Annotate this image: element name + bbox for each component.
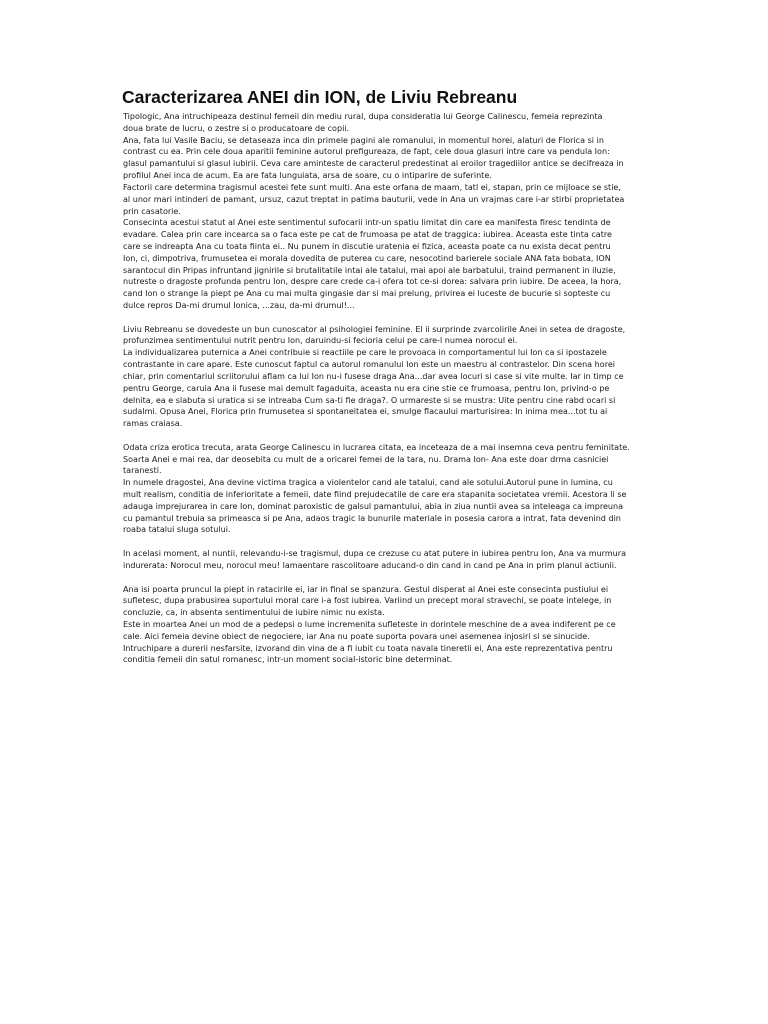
text-line: Soarta Anei e mai rea, dar deosebita cu mult de a oricarei femei de la tara, nu. Drama Ion- Ana este doar drma casniciei (123, 454, 609, 464)
text-line: concluzie, ca, in absenta sentimentului de iubire nimic nu exista. (123, 608, 385, 618)
paragraph (123, 111, 663, 312)
paragraph (123, 548, 663, 572)
text-line: conditia femeii din satul romanesc, intr-un moment social-istoric bine determinat. (123, 655, 453, 665)
text-line: Intruchipare a durerii nesfarsite, izvorand din vina de a fi iubit cu toata navala tineretii ei, Ana este reprezentativa pentru (123, 643, 613, 653)
text-line: pentru George, caruia Ana ii fusese mai demult fagaduita, aceasta nu era cine stie ce frumoasa, pentru Ion, privind-o pe (123, 383, 610, 393)
text-line: mult realism, conditia de inferioritate a femeii, date fiind prejudecatile de care era stapanita societatea vremii. Acestora li se (123, 490, 627, 499)
text-line: Factorii care determina tragismul acestei fete sunt multi. Ana este orfana de maam, tatl ei, stapan, prin ce mijloace se stie, (123, 182, 621, 192)
text-line: Este in moartea Anei un mod de a pedepsi o lume incremenita sufleteste in dorintele meschine de a avea indiferent pe ce (123, 619, 616, 629)
text-line: nutreste o dragoste profunda pentru Ion, despre care crede ca-i ofera tot ce-si dorea: salvara prin iubire. De aceea, la hora, (123, 277, 622, 287)
text-line: cale. Aici femeia devine obiect de negociere, iar Ana nu poate suporta povara unei asemenea injosiri si se sinucide. (123, 631, 590, 641)
text-line: dulce repros Da-mi drumul Ionica, ...zau, da-mi drumul!... (123, 301, 355, 310)
text-line: chiar, prin comentariul scriitorului aflam ca lui Ion nu-i fusese draga Ana...dar avea locuri si case si vite multe. Iar in timp ce (123, 371, 624, 381)
text-line: adauga imprejurarea in care Ion, dominat paroxistic de galsul pamantului, abia in ziua nuntii avea sa inteleaga ca impreuna (123, 501, 624, 511)
text-line: Odata criza erotica trecuta, arata George Calinescu in lucrarea citata, ea inceteaza de a mai insemna ceva pentru feminitate. (123, 442, 630, 452)
document-body (123, 111, 663, 666)
text-line: contrast cu ea. Prin cele doua aparitii feminine autorul prefigureaza, de fapt, cele doua glasuri intre care va pendula Ion: (123, 147, 610, 157)
text-line: In acelasi moment, al nuntii, relevandu-i-se tragismul, dupa ce crezuse cu atat putere in iubirea pentru Ion, Ana va murmura (123, 549, 627, 559)
paragraph (123, 584, 663, 667)
text-line: sudalmi. Opusa Anei, Florica prin frumusetea si spontaneitatea ei, smulge flacaului marturisirea: In inima mea...tot tu ai (123, 407, 608, 417)
text-line: roaba tatalui sluga sotului. (123, 525, 231, 535)
text-line: sarantocul din Pripas infruntand jignirile si brutalitatile intai ale tatalui, mai apoi ale barbatului, traind permanent in iluzie, (123, 265, 616, 275)
paragraph-gap (123, 312, 663, 324)
text-line: Ana isi poarta pruncul la piept in ratacirile ei, iar in final se spanzura. Gestul disperat al Anei este consecinta pustiului ei (123, 584, 609, 594)
text-line: profunzimea sentimentului nutrit pentru Ion, daruindu-si fecioria celui pe care-l numea norocul ei. (123, 336, 518, 346)
text-line: La individualizarea puternica a Anei contribuie si reactiile pe care le provoaca in comportamentul lui Ion ca si ipostazele (123, 348, 607, 358)
paragraph-gap (123, 536, 663, 548)
text-line: ramas craiasa. (123, 419, 183, 429)
text-line: al unor mari intinderi de pamant, ursuz, cazut treptat in patima bauturii, vede in Ana un vrajmas care i-ar stirbi proprietatea (123, 194, 625, 204)
text-line: prin casatorie. (123, 206, 181, 216)
text-line: contrastante in care apare. Este cunoscut faptul ca autorul romanului Ion este un maestru al contrastelor. Din scena horei (123, 360, 616, 370)
text-line: delnita, ea e slabuta si uratica si se intreaba Cum sa-ti fie draga?. O urmareste si se mustra: Uite pentru cine rabd ocari si (123, 395, 616, 405)
text-line: cu pamantul trebuia sa primeasca si pe Ana, adaos tragic la bunurile materiale in posesia carora a intrat, fata devenind din (123, 513, 621, 523)
paragraph-gap (123, 572, 663, 584)
text-line: glasul pamantului si glasul iubirii. Ceva care aminteste de caracterul predestinat al eroilor tragediilor antice se decifreaza in (123, 159, 624, 169)
paragraph (123, 442, 663, 537)
text-line: doua brate de lucru, o zestre si o producatoare de copii. (123, 123, 350, 133)
text-line: Ana, fata lui Vasile Baciu, se detaseaza inca din primele pagini ale romanului, in momentul horei, alaturi de Florica si in (123, 135, 604, 145)
text-line: Tipologic, Ana intruchipeaza destinul femeii din mediu rural, dupa consideratia lui George Calinescu, femeia reprezinta (123, 112, 603, 121)
text-line: profilul Anei inca de acum. Ea are fata lunguiata, arsa de soare, cu o intiparire de suferinte. (123, 171, 492, 181)
text-line: Liviu Rebreanu se dovedeste un bun cunoscator al psihologiei feminine. El ii surprinde zvarcolirile Anei in setea de dragoste, (123, 324, 626, 334)
paragraph (123, 324, 663, 430)
text-line: care se indreapta Ana cu toata fiinta ei.. Nu punem in discutie uratenia ei fizica, aceasta poate ca nu exista decat pentru (123, 241, 611, 251)
text-line: indurerata: Norocul meu, norocul meu! lamaentare rascolitoare aducand-o din cand in cand pe Ana in prim planul actiunii. (123, 560, 617, 570)
text-line: evadare. Calea prin care incearca sa o faca este pe cat de frumoasa pe atat de traggica: iubirea. Aceasta este tinta catre (123, 230, 612, 240)
text-line: Consecinta acestui statut al Anei este sentimentul sufocarii intr-un spatiu limitat din care ea manifesta firesc tendinta de (123, 218, 611, 228)
document-title: Caracterizarea ANEI din ION, de Liviu Rebreanu (122, 87, 518, 107)
paragraph-gap (123, 430, 663, 442)
text-line: sufletesc, dupa prabusirea suportului moral care i-a fost iubirea. Variind un precept moral stravechi, se poate intelege, in (123, 596, 612, 606)
text-line: taranesti. (123, 466, 162, 476)
text-line: Ion, ci, dimpotriva, frumusetea ei morala dovedita de puterea cu care, nesocotind barierele sociale ANA fata bobata, ION (123, 253, 611, 263)
text-line: cand Ion o strange la piept pe Ana cu mai multa gingasie dar si mai prelung, privirea ei luceste de bucurie si sopteste cu (123, 289, 611, 299)
text-line: In numele dragostei, Ana devine victima tragica a violentelor cand ale tatalui, cand ale sotului.Autorul pune in lumina, cu (123, 478, 613, 488)
